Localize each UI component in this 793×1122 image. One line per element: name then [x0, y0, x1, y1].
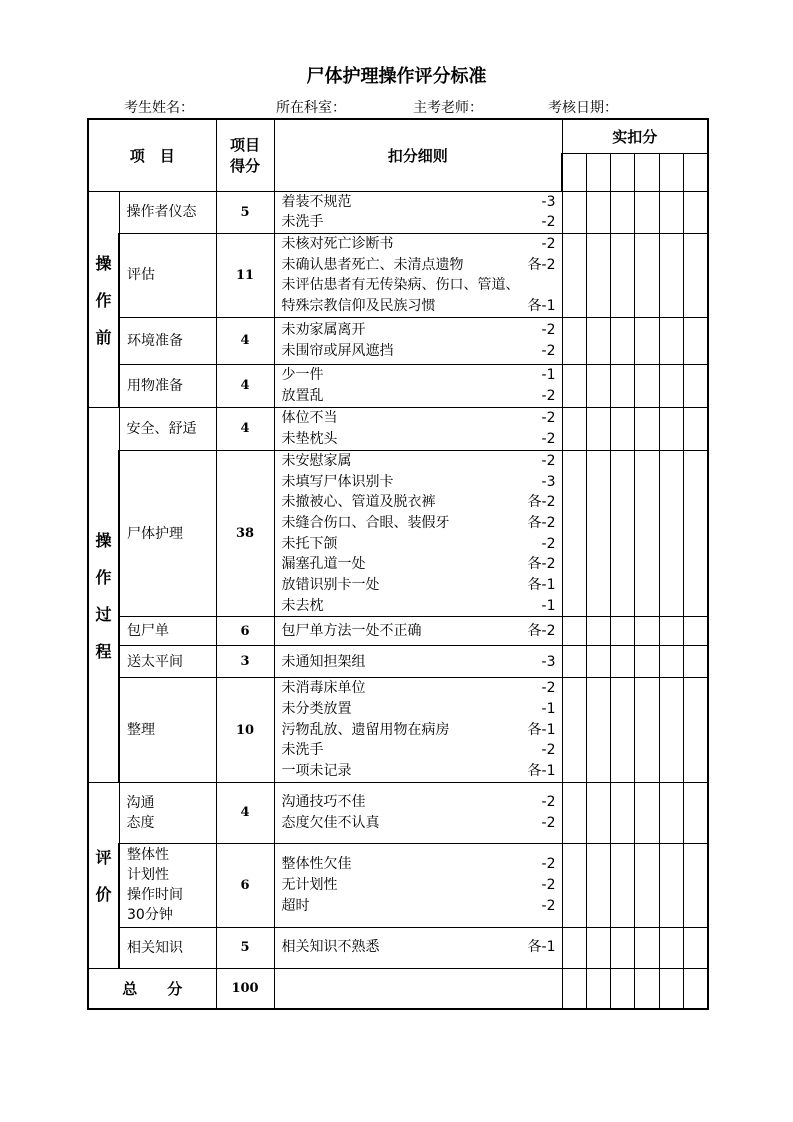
deduction-text: 着装不规范: [281, 193, 352, 210]
actual-deduction-cell[interactable]: [634, 407, 659, 450]
table-row: [88, 927, 708, 968]
department-label: 所在科室：: [276, 100, 346, 116]
deduction-line: [282, 365, 556, 386]
actual-deduction-cell[interactable]: [659, 153, 683, 191]
item-name: [119, 927, 216, 968]
deduction-text: 未评估患者有无传染病、伤口、管道、: [281, 277, 520, 294]
section-label-char: 程: [95, 641, 112, 661]
deduction-text: 未填写尸体识别卡: [281, 473, 394, 490]
actual-deduction-cell[interactable]: [634, 233, 659, 317]
deduction-points: -2: [541, 430, 556, 447]
item-header: 项 目: [88, 119, 216, 191]
actual-deduction-cell[interactable]: [562, 968, 586, 1009]
item-score-header-line1: 项目: [230, 136, 261, 155]
deduction-points: -3: [541, 473, 556, 490]
item-name: [119, 678, 216, 782]
deduction-line: [282, 451, 556, 472]
deduction-points: -3: [541, 193, 556, 210]
deduction-text: 未安慰家属: [281, 452, 352, 469]
actual-deduction-cell[interactable]: [610, 317, 634, 364]
exam-date-label: 考核日期：: [548, 100, 618, 116]
deduction-points: -1: [541, 701, 556, 718]
actual-deduction-cell[interactable]: [562, 153, 586, 191]
deduction-points: -2: [541, 856, 556, 873]
deduction-line: [282, 740, 556, 761]
item-name: [119, 233, 216, 317]
deduction-text: 体位不当: [281, 410, 338, 427]
deduction-line: [282, 386, 556, 407]
item-name: [119, 407, 216, 450]
actual-deduction-cell[interactable]: [683, 153, 708, 191]
item-name-line: 尸体护理: [127, 525, 183, 542]
deduction-points: -2: [541, 742, 556, 759]
deduction-points: 各-1: [527, 939, 556, 956]
deduction-text: 未确认患者死亡、未清点遗物: [281, 256, 464, 273]
actual-deduction-cell[interactable]: [562, 191, 586, 233]
deduction-points: 各-1: [527, 577, 556, 593]
deduction-text: 未劝家属离开: [281, 322, 366, 339]
total-row: [88, 968, 708, 1009]
deduction-line: [282, 275, 556, 296]
deduction-line: [282, 296, 556, 317]
table-row: [88, 646, 708, 678]
deduction-line: [282, 896, 556, 917]
actual-deduction-cell[interactable]: [586, 968, 610, 1009]
actual-deduction-header: 实扣分: [562, 119, 708, 153]
actual-deduction-cell[interactable]: [586, 407, 610, 450]
actual-deduction-cell[interactable]: [634, 450, 659, 617]
item-score: 4: [216, 782, 274, 843]
deduction-points: -3: [541, 653, 556, 670]
deduction-details: [274, 233, 562, 317]
deduction-points: -2: [541, 897, 556, 914]
total-label: 总 分: [88, 968, 216, 1009]
deduction-line: [282, 699, 556, 720]
section-label: [88, 191, 119, 407]
actual-deduction-cell[interactable]: [562, 364, 586, 407]
deduction-text: 未通知担架组: [281, 653, 366, 670]
deduction-points: 各-2: [527, 556, 556, 573]
deduction-text: 包尸单方法一处不正确: [281, 623, 422, 640]
actual-deduction-cell[interactable]: [610, 678, 634, 782]
total-details: [274, 968, 562, 1009]
section-label-char: 作: [95, 290, 112, 310]
actual-deduction-cell[interactable]: [586, 317, 610, 364]
actual-deduction-cell[interactable]: [610, 407, 634, 450]
table-row: [88, 678, 708, 782]
deduction-line: [282, 341, 556, 362]
section-label-char: 价: [95, 885, 112, 905]
examiner-label: 主考老师：: [413, 100, 483, 116]
actual-deduction-cell[interactable]: [562, 782, 586, 843]
deduction-line: [282, 792, 556, 813]
deduction-line: [282, 234, 556, 255]
actual-deduction-cell[interactable]: [634, 153, 659, 191]
actual-deduction-cell[interactable]: [683, 678, 708, 782]
table-row: [88, 407, 708, 450]
table-row: [88, 617, 708, 646]
actual-deduction-cell[interactable]: [683, 927, 708, 968]
deduction-text: 污物乱放、遗留用物在病房: [281, 721, 450, 738]
item-score: 4: [216, 317, 274, 364]
deduction-line: [282, 534, 556, 555]
item-name-line: 30分钟: [127, 907, 173, 924]
deduction-points: 各-1: [527, 298, 556, 315]
deduction-points: 各-2: [527, 494, 556, 511]
actual-deduction-cell[interactable]: [634, 617, 659, 646]
deduction-text: 未分类放置: [281, 701, 352, 718]
item-name-line: 安全、舒适: [126, 420, 197, 437]
item-score: 4: [216, 364, 274, 407]
item-score: 3: [216, 646, 274, 678]
actual-deduction-cell[interactable]: [610, 843, 634, 927]
deduction-line: [282, 429, 556, 450]
deduction-details: [274, 843, 562, 927]
deduction-details: [274, 450, 562, 617]
item-name-line: 操作者仪态: [126, 204, 197, 221]
deduction-text: 未洗手: [281, 214, 324, 231]
deduction-line: [282, 472, 556, 493]
actual-deduction-cell[interactable]: [659, 407, 683, 450]
item-name-line: 沟通: [126, 794, 155, 811]
item-name-line: 环境准备: [127, 332, 183, 349]
section-label-char: 评: [95, 848, 112, 868]
item-score: 6: [216, 843, 274, 927]
item-score: 5: [216, 191, 274, 233]
actual-deduction-cell[interactable]: [586, 646, 610, 678]
actual-deduction-cell[interactable]: [659, 646, 683, 678]
section-label: [88, 407, 119, 782]
deduction-details: [274, 678, 562, 782]
deduction-text: 未垫枕头: [281, 430, 338, 447]
item-name: [119, 364, 216, 407]
actual-deduction-cell[interactable]: [586, 617, 610, 646]
deduction-text: 放置乱: [281, 387, 324, 404]
item-name-line: 计划性: [127, 867, 169, 884]
deduction-text: 漏塞孔道一处: [281, 556, 366, 573]
deduction-points: -2: [541, 322, 556, 339]
deduction-text: 沟通技巧不佳: [281, 794, 366, 811]
actual-deduction-cell[interactable]: [683, 782, 708, 843]
deduction-line: [282, 854, 556, 875]
item-name-line: 相关知识: [127, 939, 183, 956]
deduction-text: 特殊宗教信仰及民族习惯: [281, 298, 436, 315]
deduction-line: [282, 621, 556, 642]
deduction-line: [282, 554, 556, 575]
deduction-text: 超时: [281, 897, 310, 914]
actual-deduction-cell[interactable]: [659, 678, 683, 782]
actual-deduction-cell[interactable]: [610, 617, 634, 646]
actual-deduction-cell[interactable]: [610, 646, 634, 678]
actual-deduction-cell[interactable]: [634, 927, 659, 968]
actual-deduction-cell[interactable]: [586, 450, 610, 617]
actual-deduction-cell[interactable]: [683, 968, 708, 1009]
item-name: [119, 646, 216, 678]
deduction-points: -2: [541, 214, 556, 231]
deduction-line: [282, 408, 556, 429]
item-name: [119, 191, 216, 233]
table-row: [88, 364, 708, 407]
item-score: 4: [216, 407, 274, 450]
deduction-text: 无计划性: [281, 876, 338, 893]
section-label-char: 过: [95, 604, 112, 624]
item-name-line: 包尸单: [127, 623, 169, 640]
deduction-text: 放错识别卡一处: [281, 577, 380, 593]
actual-deduction-cell[interactable]: [586, 364, 610, 407]
total-score: 100: [216, 968, 274, 1009]
deduction-line: [282, 875, 556, 896]
actual-deduction-cell[interactable]: [586, 782, 610, 843]
actual-deduction-cell[interactable]: [683, 843, 708, 927]
item-name-line: 送太平间: [127, 653, 183, 670]
deduction-line: [282, 513, 556, 534]
form-title: 尸体护理操作评分标准: [306, 66, 487, 87]
actual-deduction-cell[interactable]: [634, 843, 659, 927]
deduction-text: 未去枕: [281, 597, 324, 614]
deduction-details: [274, 191, 562, 233]
actual-deduction-cell[interactable]: [683, 317, 708, 364]
actual-deduction-cell[interactable]: [659, 968, 683, 1009]
table-row: [88, 233, 708, 317]
section-label-char: 操: [95, 253, 112, 273]
deduction-text: 相关知识不熟悉: [281, 939, 380, 956]
item-name: [119, 450, 216, 617]
item-name-line: 态度: [126, 814, 155, 831]
table-row: [88, 782, 708, 843]
actual-deduction-cell[interactable]: [562, 450, 586, 617]
item-score: 38: [216, 450, 274, 617]
deduction-points: -2: [541, 387, 556, 404]
deduction-details: [274, 407, 562, 450]
actual-deduction-cell[interactable]: [683, 450, 708, 617]
deduction-line: [282, 678, 556, 699]
deduction-text: 未洗手: [281, 742, 324, 759]
deduction-points: -2: [541, 794, 556, 811]
deduction-text: 未围帘或屏风遮挡: [281, 342, 394, 359]
actual-deduction-cell[interactable]: [586, 233, 610, 317]
deduction-line: [282, 761, 556, 782]
actual-deduction-cell[interactable]: [610, 782, 634, 843]
actual-deduction-cell[interactable]: [586, 927, 610, 968]
actual-deduction-cell[interactable]: [610, 233, 634, 317]
actual-deduction-cell[interactable]: [562, 678, 586, 782]
item-name-line: 整理: [127, 722, 155, 739]
actual-deduction-cell[interactable]: [659, 843, 683, 927]
deduction-text: 少一件: [281, 367, 324, 384]
actual-deduction-cell[interactable]: [634, 968, 659, 1009]
item-name: [119, 317, 216, 364]
deduction-text: 一项未记录: [281, 763, 352, 780]
actual-deduction-cell[interactable]: [562, 233, 586, 317]
deduction-details: [274, 364, 562, 407]
deduction-line: [282, 492, 556, 513]
deduction-details: [274, 927, 562, 968]
actual-deduction-cell[interactable]: [634, 191, 659, 233]
actual-deduction-cell[interactable]: [586, 191, 610, 233]
item-name-line: 评估: [127, 267, 155, 284]
actual-deduction-cell[interactable]: [683, 407, 708, 450]
actual-deduction-cell[interactable]: [562, 843, 586, 927]
deduction-text: 未消毒床单位: [281, 680, 366, 697]
actual-deduction-cell[interactable]: [562, 646, 586, 678]
deduction-points: -1: [541, 367, 556, 384]
item-score: 10: [216, 678, 274, 782]
deduction-points: 各-2: [527, 256, 556, 273]
section-label-char: 操: [95, 530, 112, 550]
actual-deduction-cell[interactable]: [683, 233, 708, 317]
header-row: [88, 119, 708, 153]
actual-deduction-cell[interactable]: [659, 233, 683, 317]
item-name: [119, 843, 216, 927]
deduction-line: [282, 320, 556, 341]
deduction-points: -2: [541, 814, 556, 831]
deduction-text: 态度欠佳不认真: [281, 814, 380, 831]
deduction-text: 未撤被心、管道及脱衣裤: [281, 494, 436, 511]
actual-deduction-cell[interactable]: [562, 617, 586, 646]
actual-deduction-cell[interactable]: [659, 191, 683, 233]
deduction-points: -2: [541, 535, 556, 552]
actual-deduction-cell[interactable]: [634, 782, 659, 843]
header-info: [0, 97, 793, 117]
section-label-char: 作: [95, 567, 112, 587]
deduction-line: [282, 720, 556, 741]
deduction-line: [282, 575, 556, 596]
item-score: 5: [216, 927, 274, 968]
deduction-line: [282, 255, 556, 276]
item-score: 11: [216, 233, 274, 317]
actual-deduction-cell[interactable]: [610, 450, 634, 617]
deduction-details: [274, 617, 562, 646]
table-row: [88, 450, 708, 617]
actual-deduction-cell[interactable]: [562, 407, 586, 450]
item-score-header: [216, 119, 274, 191]
deduction-text: 未托下颌: [281, 535, 338, 552]
deduction-line: [282, 652, 556, 673]
item-score-header-line2: 得分: [230, 157, 261, 176]
actual-deduction-cell[interactable]: [610, 153, 634, 191]
actual-deduction-cell[interactable]: [634, 364, 659, 407]
actual-deduction-cell[interactable]: [683, 617, 708, 646]
section-label-char: 前: [95, 327, 112, 347]
deduction-points: -2: [541, 876, 556, 893]
actual-deduction-cell[interactable]: [683, 191, 708, 233]
deduction-points: 各-1: [527, 721, 556, 738]
actual-deduction-cell[interactable]: [659, 450, 683, 617]
item-name: [119, 782, 216, 843]
actual-deduction-cell[interactable]: [610, 927, 634, 968]
actual-deduction-cell[interactable]: [659, 782, 683, 843]
actual-deduction-cell[interactable]: [634, 678, 659, 782]
deduction-points: -2: [541, 236, 556, 252]
item-name-line: 整体性: [127, 847, 169, 864]
deduction-line: [282, 813, 556, 834]
actual-deduction-cell[interactable]: [610, 364, 634, 407]
actual-deduction-cell[interactable]: [610, 968, 634, 1009]
deduction-details: [274, 317, 562, 364]
actual-deduction-cell[interactable]: [683, 646, 708, 678]
section-label: [88, 782, 119, 968]
actual-deduction-cell[interactable]: [586, 843, 610, 927]
actual-deduction-cell[interactable]: [659, 927, 683, 968]
actual-deduction-cell[interactable]: [586, 153, 610, 191]
scoring-table: [87, 118, 709, 1010]
deduction-line: [282, 596, 556, 617]
deduction-text: 整体性欠佳: [281, 856, 352, 873]
table-row: [88, 191, 708, 233]
deduction-text: 未缝合伤口、合眼、装假牙: [281, 514, 450, 531]
deduction-text: 未核对死亡诊断书: [281, 236, 394, 252]
item-name-line: 用物准备: [127, 377, 183, 394]
actual-deduction-cell[interactable]: [586, 678, 610, 782]
actual-deduction-cell[interactable]: [634, 646, 659, 678]
deduction-details-header: 扣分细则: [274, 119, 562, 191]
item-score: 6: [216, 617, 274, 646]
actual-deduction-cell[interactable]: [659, 364, 683, 407]
actual-deduction-cell[interactable]: [659, 617, 683, 646]
actual-deduction-cell[interactable]: [683, 364, 708, 407]
deduction-points: 各-1: [527, 763, 556, 780]
deduction-line: [282, 192, 556, 213]
actual-deduction-cell[interactable]: [562, 317, 586, 364]
actual-deduction-cell[interactable]: [610, 191, 634, 233]
deduction-points: -2: [541, 680, 556, 697]
deduction-points: -2: [541, 410, 556, 427]
deduction-points: -1: [541, 597, 556, 614]
table-row: [88, 843, 708, 927]
deduction-points: 各-2: [527, 514, 556, 531]
deduction-details: [274, 646, 562, 678]
deduction-points: -2: [541, 452, 556, 469]
table-row: [88, 317, 708, 364]
actual-deduction-cell[interactable]: [562, 927, 586, 968]
deduction-points: -2: [541, 342, 556, 359]
actual-deduction-cell[interactable]: [659, 317, 683, 364]
deduction-details: [274, 782, 562, 843]
deduction-line: [282, 937, 556, 958]
examinee-name-label: 考生姓名：: [124, 100, 194, 116]
actual-deduction-cell[interactable]: [634, 317, 659, 364]
item-name-line: 操作时间: [127, 887, 183, 904]
deduction-points: 各-2: [527, 623, 556, 640]
item-name: [119, 617, 216, 646]
deduction-line: [282, 212, 556, 233]
